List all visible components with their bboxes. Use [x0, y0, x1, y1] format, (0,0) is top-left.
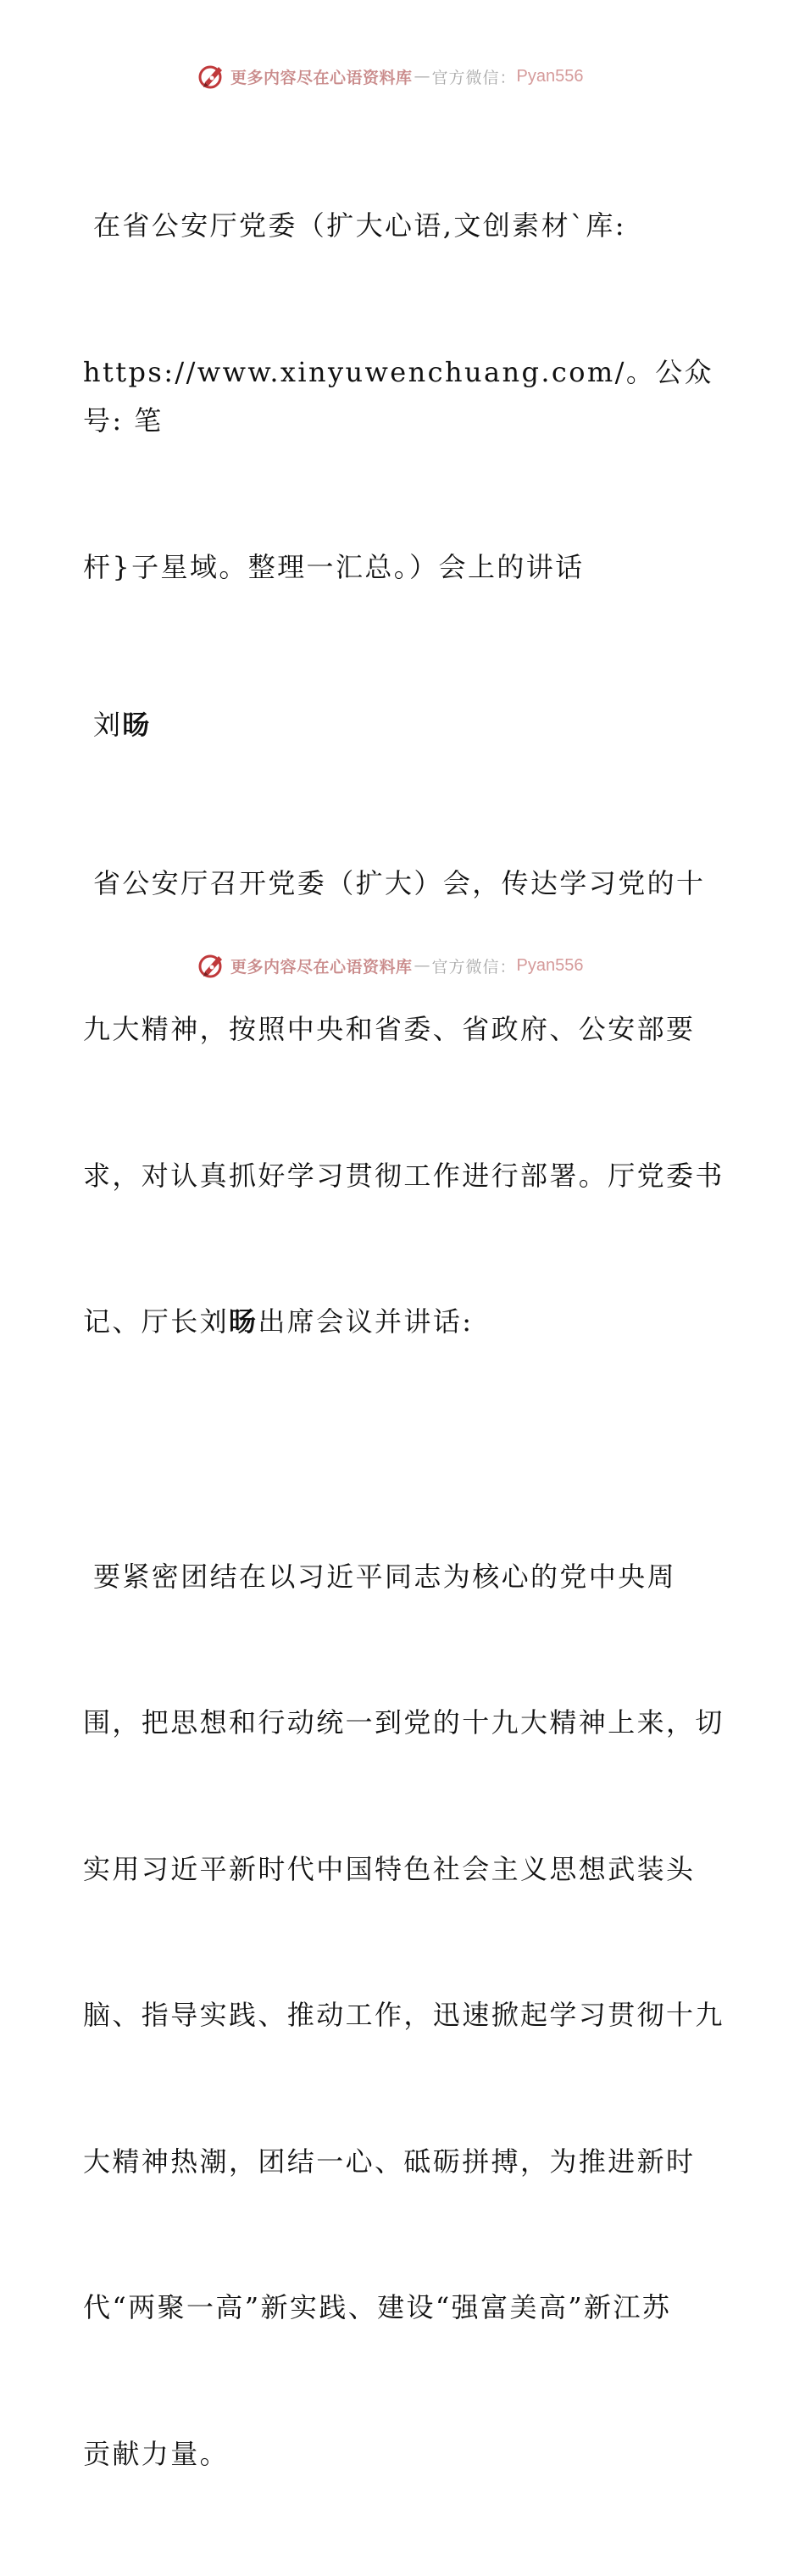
- watermark-wechat-id: Pyan556: [517, 956, 584, 976]
- header-watermark: [197, 61, 603, 92]
- watermark-dash: —: [414, 67, 430, 86]
- body-line: 贡献力量。: [83, 2430, 727, 2479]
- title-line: 在省公安厅党委（扩大心语,文创素材`库:: [83, 202, 727, 251]
- document-title: [83, 104, 727, 689]
- intro-name-bold: 旸: [229, 1305, 258, 1338]
- watermark-sub-text: 官方微信：: [432, 65, 517, 88]
- pen-logo-icon: [197, 951, 225, 980]
- intro-line: [83, 1298, 727, 1347]
- author-name-prefix: 刘: [93, 709, 122, 741]
- body-line: 要紧密团结在以习近平同志为核心的党中央周: [83, 1553, 727, 1602]
- intro-line: 求，对认真抓好学习贯彻工作进行部署。厅党委书: [83, 1152, 727, 1201]
- title-line: 杆}子星域。整理一汇总。）会上的讲话: [83, 543, 727, 593]
- body-line: 围，把思想和行动统一到党的十九大精神上来，切: [83, 1699, 727, 1748]
- body-paragraph: [83, 1455, 727, 2576]
- body-line: 脑、指导实践、推动工作，迅速掀起学习贯彻十九: [83, 1991, 727, 2040]
- watermark-dash: —: [414, 956, 430, 975]
- author-name-bold: 旸: [122, 709, 151, 741]
- footer-watermark: [197, 950, 603, 981]
- author-name: [83, 701, 727, 750]
- intro-paragraph: [83, 762, 727, 1444]
- watermark-main-text: 更多内容尽在心语资料库: [230, 954, 413, 977]
- document-body: [83, 104, 727, 2576]
- body-line: 代“两聚一高”新实践、建设“强富美高”新江苏: [83, 2284, 727, 2333]
- body-line: 实用习近平新时代中国特色社会主义思想武装头: [83, 1845, 727, 1894]
- intro-line-part: 记、厅长刘: [83, 1305, 229, 1338]
- intro-line-part: 出席会议并讲话:: [258, 1305, 473, 1338]
- watermark-main-text: 更多内容尽在心语资料库: [230, 65, 413, 88]
- watermark-wechat-id: Pyan556: [517, 67, 584, 86]
- intro-line: 九大精神，按照中央和省委、省政府、公安部要: [83, 1005, 727, 1054]
- pen-logo-icon: [197, 62, 225, 91]
- intro-line: 省公安厅召开党委（扩大）会，传达学习党的十: [83, 860, 727, 909]
- title-line: https://www.xinyuwenchuang.com/。公众号: 笔: [83, 348, 727, 446]
- watermark-sub-text: 官方微信：: [432, 954, 517, 977]
- body-line: 大精神热潮，团结一心、砥砺拼搏，为推进新时: [83, 2138, 727, 2187]
